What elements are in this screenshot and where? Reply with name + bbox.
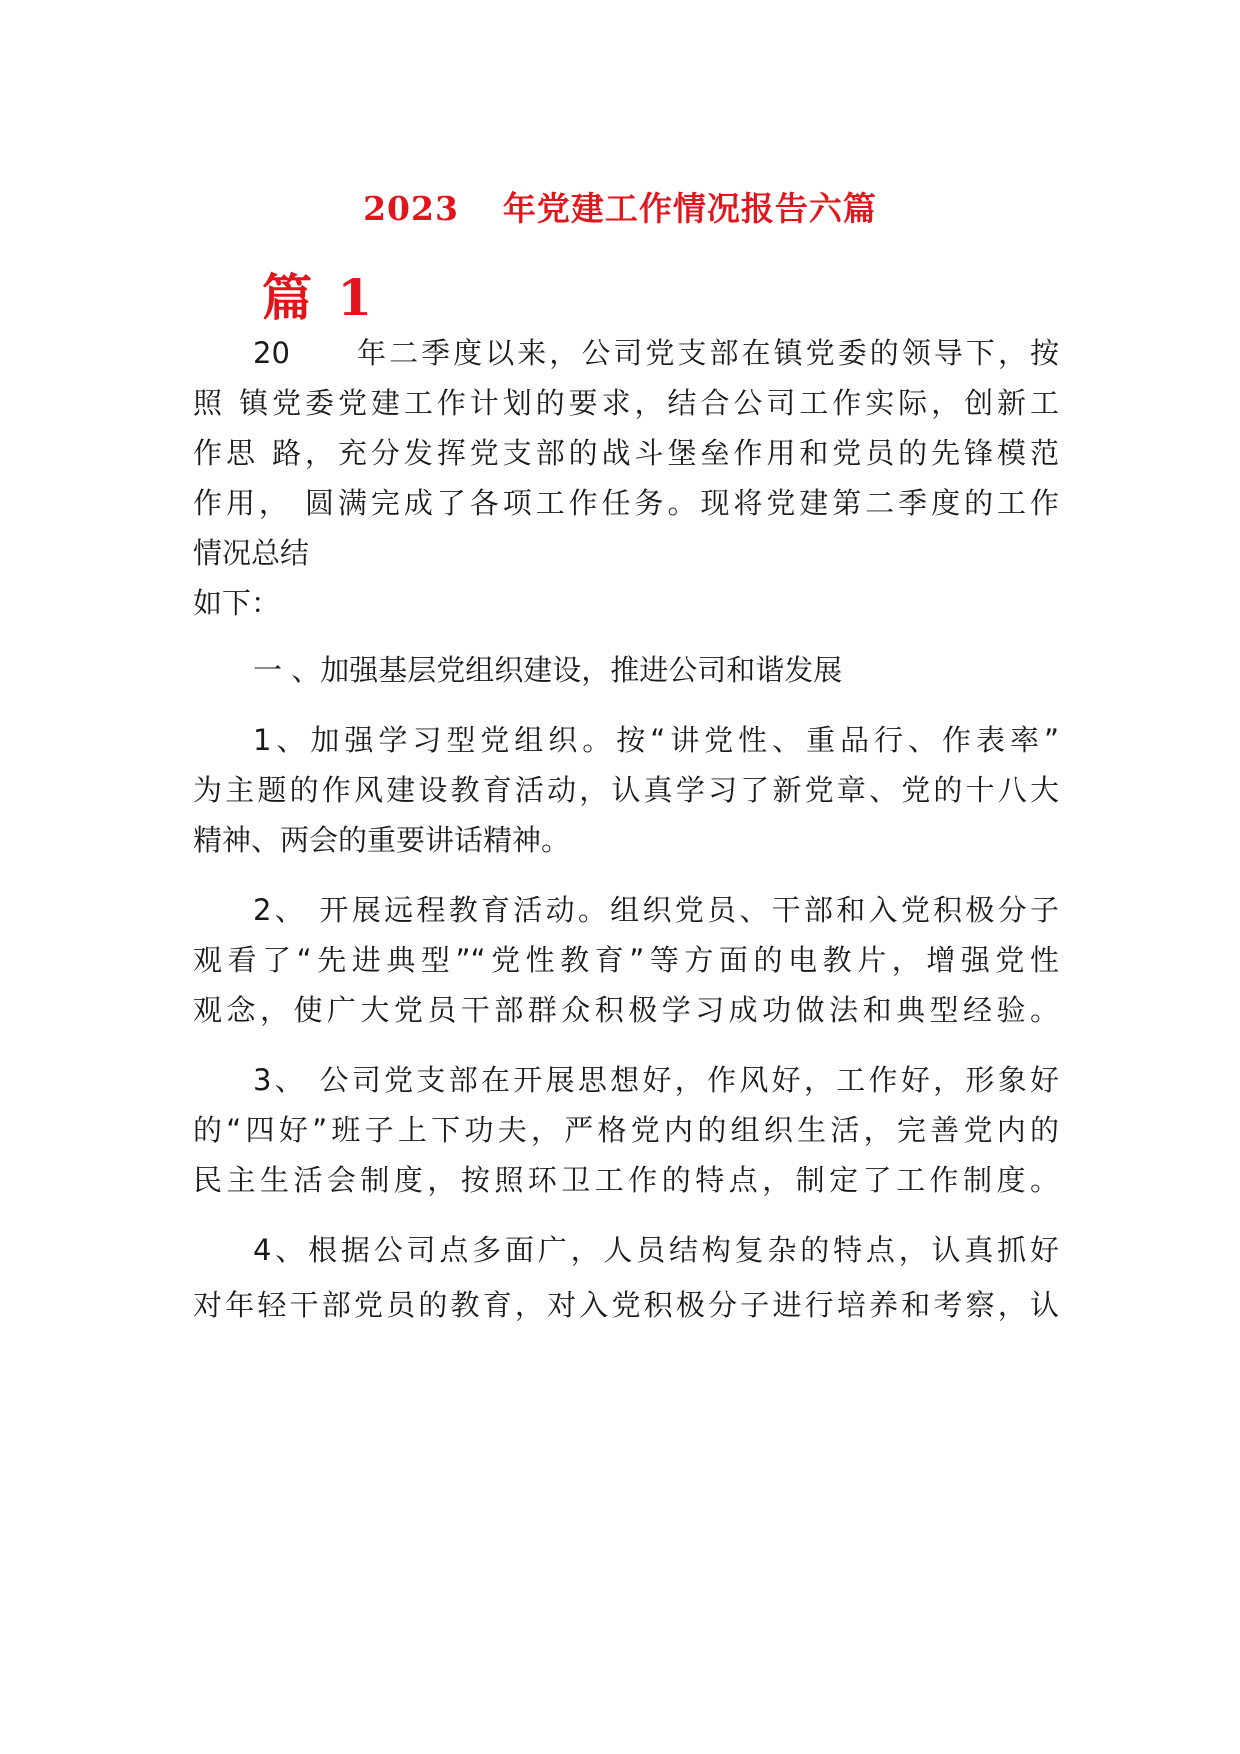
paragraph-line: 观念，使广大党员干部群众积极学习成功做法和典型经验。 xyxy=(193,993,1059,1027)
paragraph-line: 作用， 圆满完成了各项工作任务。现将党建第二季度的工作 xyxy=(193,486,1059,520)
paragraph-line: 如下： xyxy=(193,586,281,620)
paragraph-line: 照 镇党委党建工作计划的要求，结合公司工作实际，创新工 xyxy=(193,386,1059,420)
paragraph-line: 精神、两会的重要讲话精神。 xyxy=(193,823,571,857)
title-year: 2023 xyxy=(363,189,459,228)
paragraph-line: 民主生活会制度，按照环卫工作的特点，制定了工作制度。 xyxy=(193,1163,1059,1197)
paragraph-line: 为主题的作风建设教育活动，认真学习了新党章、党的十八大 xyxy=(193,773,1059,807)
paragraph-line: 观看了“先进典型”“党性教育”等方面的电教片，增强党性 xyxy=(193,943,1059,977)
subheading-1: 一 、加强基层党组织建设，推进公司和谐发展 xyxy=(253,653,843,687)
section-heading: 篇 1 xyxy=(262,268,377,327)
paragraph-line: 作思 路，充分发挥党支部的战斗堡垒作用和党员的先锋模范 xyxy=(193,436,1059,470)
paragraph-line: 对年轻干部党员的教育，对入党积极分子进行培养和考察，认 xyxy=(193,1288,1059,1322)
paragraph-line: 1、加强学习型党组织。按“讲党性、重品行、作表率” xyxy=(253,723,1059,757)
paragraph-line: 情况总结 xyxy=(193,536,310,570)
title-text: 年党建工作情况报告六篇 xyxy=(502,189,877,228)
paragraph-line: 20 年二季度以来，公司党支部在镇党委的领导下，按 xyxy=(253,336,1059,370)
paragraph-line: 2、 开展远程教育活动。组织党员、干部和入党积极分子 xyxy=(253,893,1059,927)
paragraph-line: 3、 公司党支部在开展思想好，作风好，工作好，形象好 xyxy=(253,1063,1059,1097)
paragraph-line: 4、根据公司点多面广，人员结构复杂的特点，认真抓好 xyxy=(253,1233,1059,1267)
paragraph-line: 的“四好”班子上下功夫，严格党内的组织生活，完善党内的 xyxy=(193,1113,1059,1147)
document-title xyxy=(0,183,1240,230)
